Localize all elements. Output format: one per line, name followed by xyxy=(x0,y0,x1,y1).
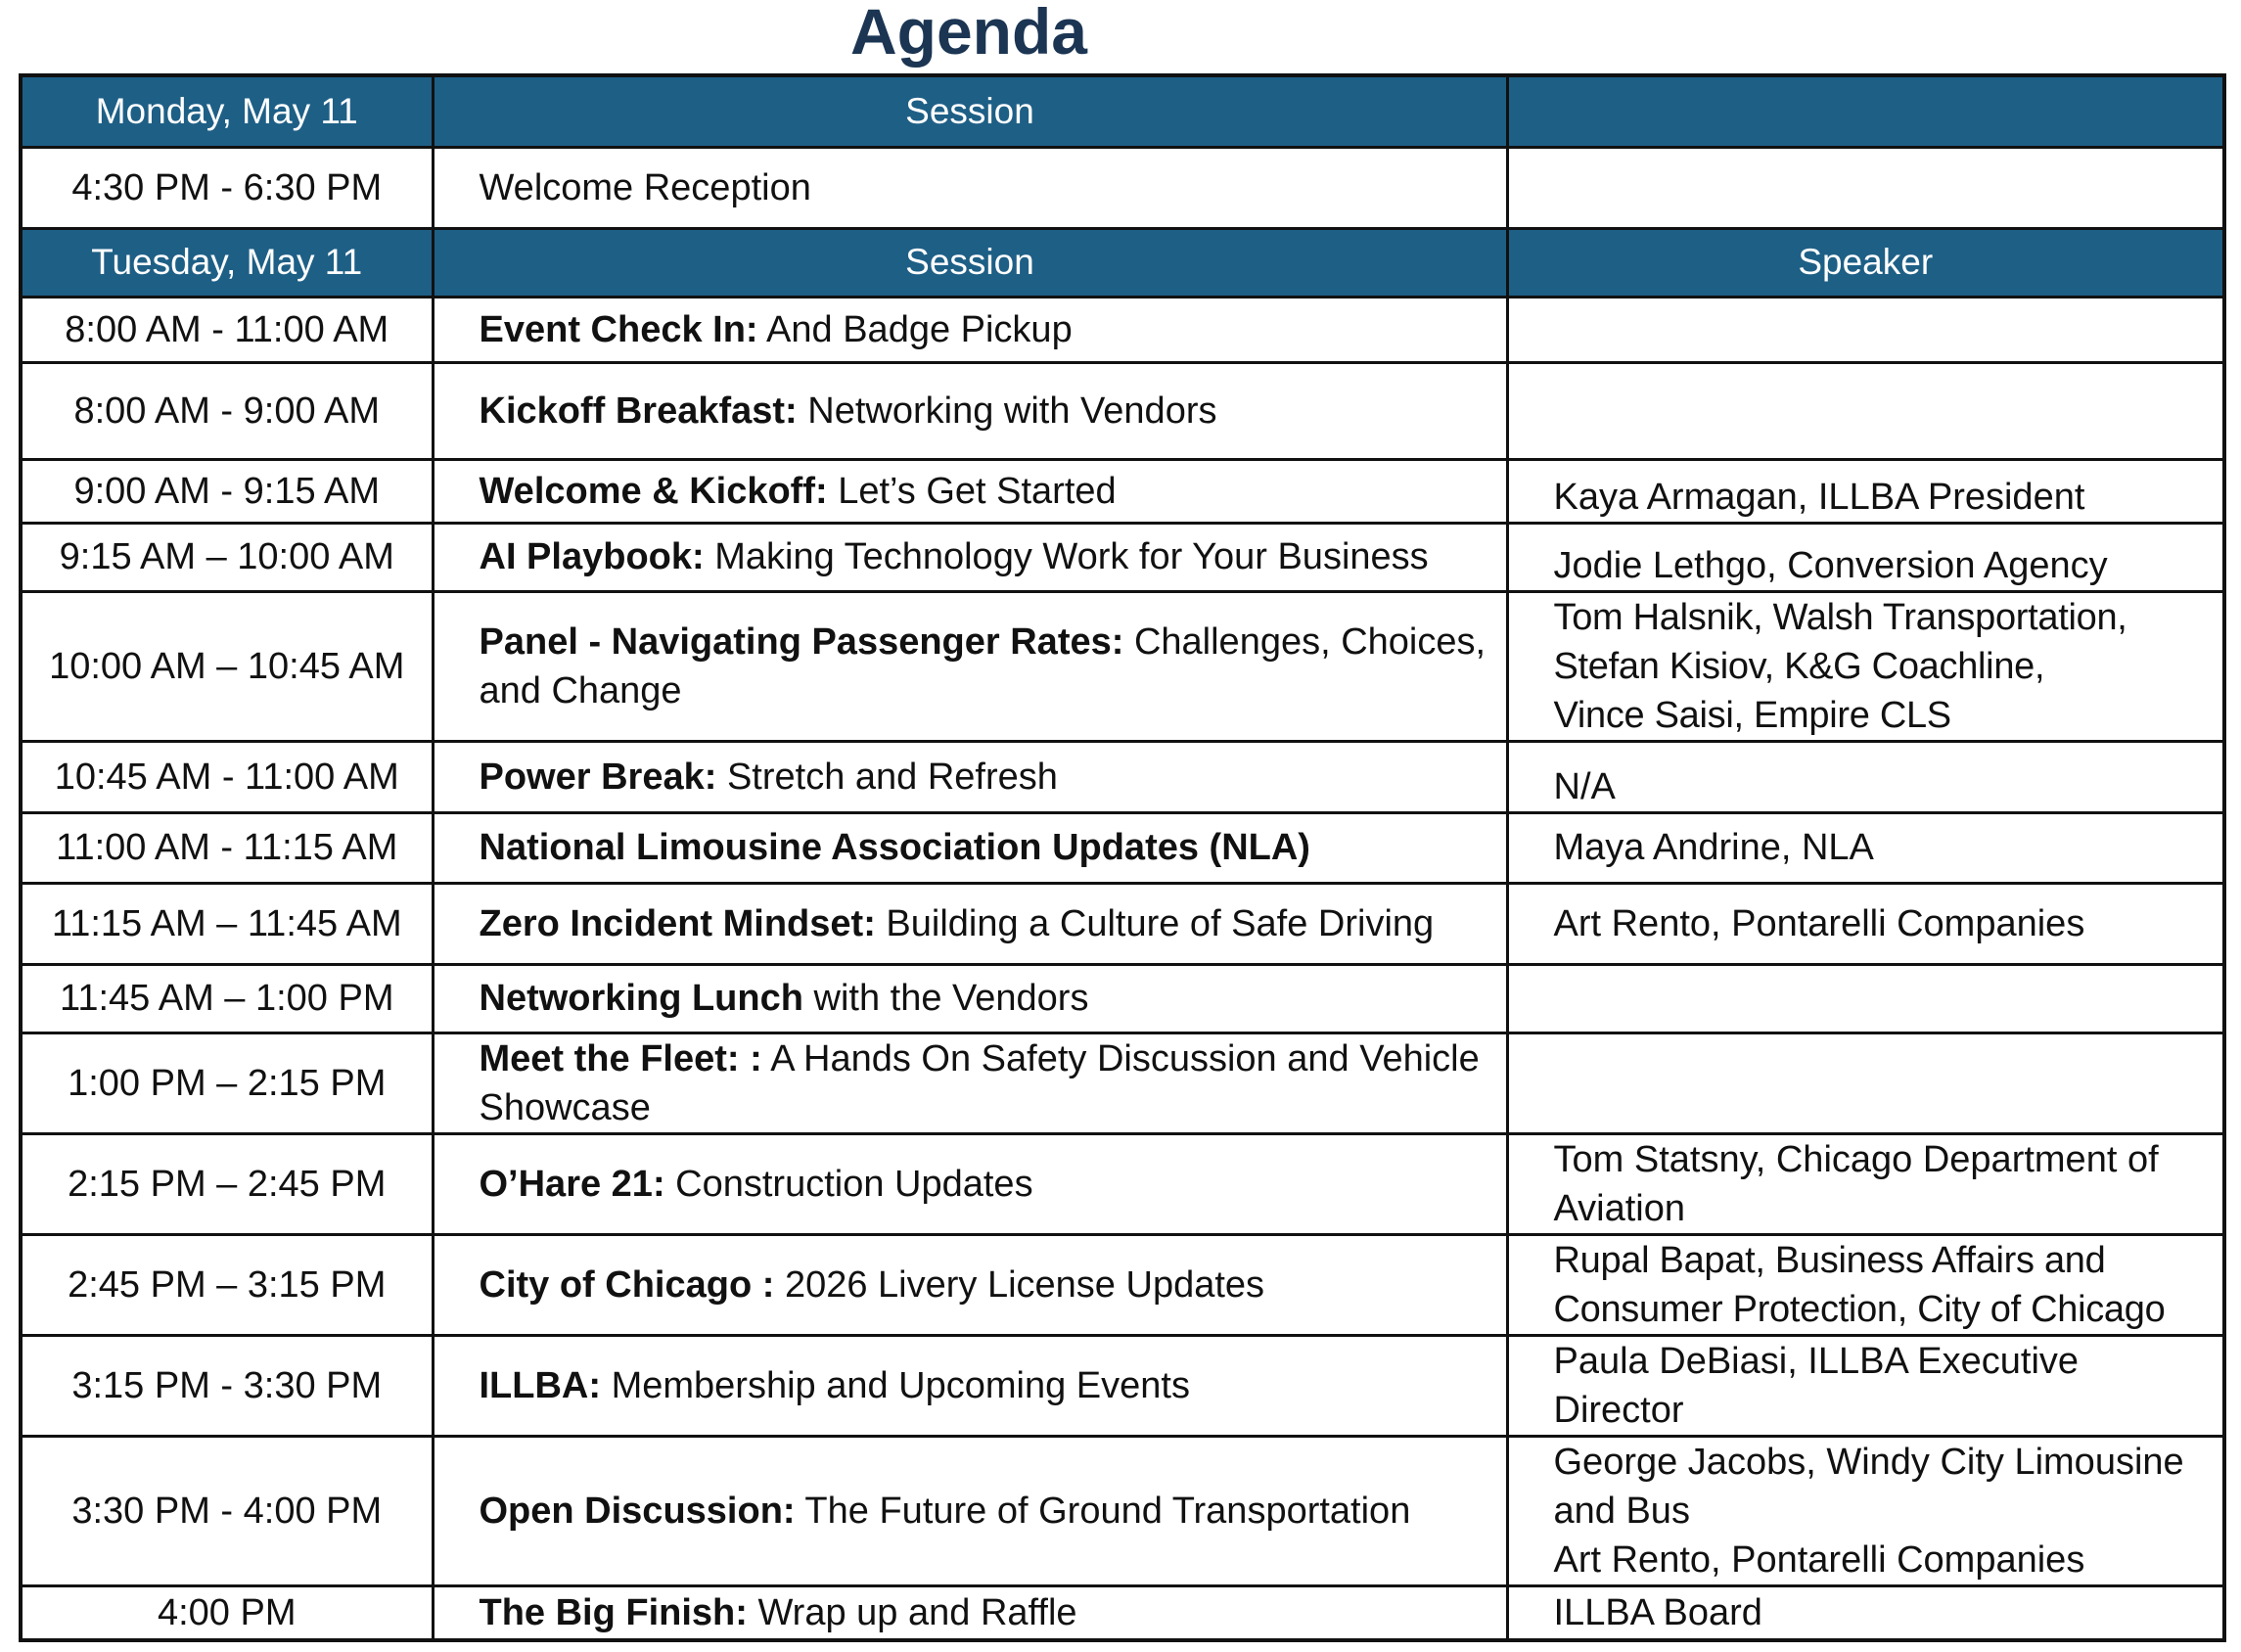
session-time: 11:15 AM – 11:45 AM xyxy=(21,883,433,964)
session-speaker: Maya Andrine, NLA xyxy=(1507,812,2224,883)
agenda-table xyxy=(19,73,2226,1642)
day1-header-day: Monday, May 11 xyxy=(21,75,433,147)
session-title xyxy=(433,459,1507,523)
day2-header-day: Tuesday, May 11 xyxy=(21,228,433,297)
session-speaker: George Jacobs, Windy City Limousine and Bus Art Rento, Pontarelli Companies xyxy=(1507,1436,2224,1585)
session-detail: 2026 Livery License Updates xyxy=(774,1263,1265,1306)
table-row xyxy=(21,591,2224,741)
session-speaker xyxy=(1507,964,2224,1032)
session-time: 8:00 AM - 11:00 AM xyxy=(21,297,433,362)
session-detail: Construction Updates xyxy=(664,1163,1033,1205)
table-row xyxy=(21,362,2224,459)
table-row xyxy=(21,1335,2224,1436)
session-time: 3:30 PM - 4:00 PM xyxy=(21,1436,433,1585)
session-lead: Zero Incident Mindset: xyxy=(479,902,876,944)
session-title xyxy=(433,1234,1507,1335)
session-title xyxy=(433,1032,1507,1133)
session-speaker xyxy=(1507,1032,2224,1133)
session-detail: Making Technology Work for Your Business xyxy=(704,536,1429,577)
session-title xyxy=(433,362,1507,459)
session-lead: Power Break: xyxy=(479,756,717,798)
session-title xyxy=(433,147,1507,228)
session-detail: Welcome Reception xyxy=(479,166,811,208)
session-time: 10:00 AM – 10:45 AM xyxy=(21,591,433,741)
day1-header-session: Session xyxy=(433,75,1507,147)
session-title xyxy=(433,1436,1507,1585)
session-lead: Event Check In: xyxy=(479,308,758,350)
session-time: 11:45 AM – 1:00 PM xyxy=(21,964,433,1032)
session-title xyxy=(433,883,1507,964)
session-time: 3:15 PM - 3:30 PM xyxy=(21,1335,433,1436)
session-detail: Let’s Get Started xyxy=(827,470,1117,512)
session-time: 2:15 PM – 2:45 PM xyxy=(21,1133,433,1234)
session-lead: Welcome & Kickoff: xyxy=(479,470,828,512)
day2-header-row xyxy=(21,228,2224,297)
session-detail: A Hands On Safety Discussion and Vehicle Showcase xyxy=(479,1037,1480,1128)
session-time: 9:00 AM - 9:15 AM xyxy=(21,459,433,523)
session-lead: City of Chicago : xyxy=(479,1263,775,1306)
session-detail: Building a Culture of Safe Driving xyxy=(875,902,1435,944)
session-detail: Networking with Vendors xyxy=(797,390,1217,432)
session-speaker: Tom Halsnik, Walsh Transportation, Stefan Kisiov, K&G Coachline, Vince Saisi, Empire CLS xyxy=(1507,591,2224,741)
session-speaker: N/A xyxy=(1507,741,2224,812)
session-title xyxy=(433,1133,1507,1234)
session-time: 9:15 AM – 10:00 AM xyxy=(21,523,433,591)
session-time: 10:45 AM - 11:00 AM xyxy=(21,741,433,812)
table-row xyxy=(21,883,2224,964)
table-row xyxy=(21,1585,2224,1640)
table-row xyxy=(21,741,2224,812)
session-speaker xyxy=(1507,147,2224,228)
day1-header-speaker xyxy=(1507,75,2224,147)
table-row xyxy=(21,1133,2224,1234)
session-detail: Membership and Upcoming Events xyxy=(601,1364,1190,1406)
page-title: Agenda xyxy=(849,0,1088,68)
session-speaker: Rupal Bapat, Business Affairs and Consumer Protection, City of Chicago xyxy=(1507,1234,2224,1335)
table-row xyxy=(21,1032,2224,1133)
table-row xyxy=(21,147,2224,228)
table-row xyxy=(21,812,2224,883)
session-lead: The Big Finish: xyxy=(479,1591,748,1633)
day2-header-session: Session xyxy=(433,228,1507,297)
session-lead: National Limousine Association Updates (NLA) xyxy=(479,827,1310,868)
session-detail: Wrap up and Raffle xyxy=(747,1591,1077,1633)
session-speaker: Tom Statsny, Chicago Department of Aviation xyxy=(1507,1133,2224,1234)
session-title xyxy=(433,812,1507,883)
session-time: 4:00 PM xyxy=(21,1585,433,1640)
table-row xyxy=(21,523,2224,591)
session-lead: ILLBA: xyxy=(479,1364,602,1406)
session-detail: And Badge Pickup xyxy=(757,308,1073,350)
session-detail: The Future of Ground Transportation xyxy=(795,1490,1411,1532)
session-lead: Panel - Navigating Passenger Rates: xyxy=(479,620,1124,663)
table-row xyxy=(21,1436,2224,1585)
session-title xyxy=(433,1585,1507,1640)
session-lead: Meet the Fleet: : xyxy=(479,1037,762,1079)
session-title xyxy=(433,523,1507,591)
session-lead: Open Discussion: xyxy=(479,1490,796,1532)
session-detail: with the Vendors xyxy=(802,978,1089,1019)
session-time: 2:45 PM – 3:15 PM xyxy=(21,1234,433,1335)
session-title xyxy=(433,297,1507,362)
table-row xyxy=(21,297,2224,362)
table-row xyxy=(21,459,2224,523)
session-time: 11:00 AM - 11:15 AM xyxy=(21,812,433,883)
session-speaker: Kaya Armagan, ILLBA President xyxy=(1507,459,2224,523)
session-time: 8:00 AM - 9:00 AM xyxy=(21,362,433,459)
table-row xyxy=(21,1234,2224,1335)
session-time: 4:30 PM - 6:30 PM xyxy=(21,147,433,228)
session-time: 1:00 PM – 2:15 PM xyxy=(21,1032,433,1133)
session-title xyxy=(433,591,1507,741)
session-speaker xyxy=(1507,297,2224,362)
session-speaker: Art Rento, Pontarelli Companies xyxy=(1507,883,2224,964)
session-title xyxy=(433,964,1507,1032)
table-row xyxy=(21,964,2224,1032)
session-lead: AI Playbook: xyxy=(479,536,705,577)
session-speaker xyxy=(1507,362,2224,459)
session-detail: Challenges, Choices, and Change xyxy=(479,620,1486,711)
session-title xyxy=(433,1335,1507,1436)
session-speaker: ILLBA Board xyxy=(1507,1585,2224,1640)
session-lead: O’Hare 21: xyxy=(479,1163,665,1205)
session-speaker: Jodie Lethgo, Conversion Agency xyxy=(1507,523,2224,591)
session-title xyxy=(433,741,1507,812)
day1-header-row xyxy=(21,75,2224,147)
session-speaker: Paula DeBiasi, ILLBA Executive Director xyxy=(1507,1335,2224,1436)
session-lead: Networking Lunch xyxy=(479,978,803,1019)
session-lead: Kickoff Breakfast: xyxy=(479,390,798,432)
day2-header-speaker: Speaker xyxy=(1507,228,2224,297)
session-detail: Stretch and Refresh xyxy=(716,756,1058,798)
